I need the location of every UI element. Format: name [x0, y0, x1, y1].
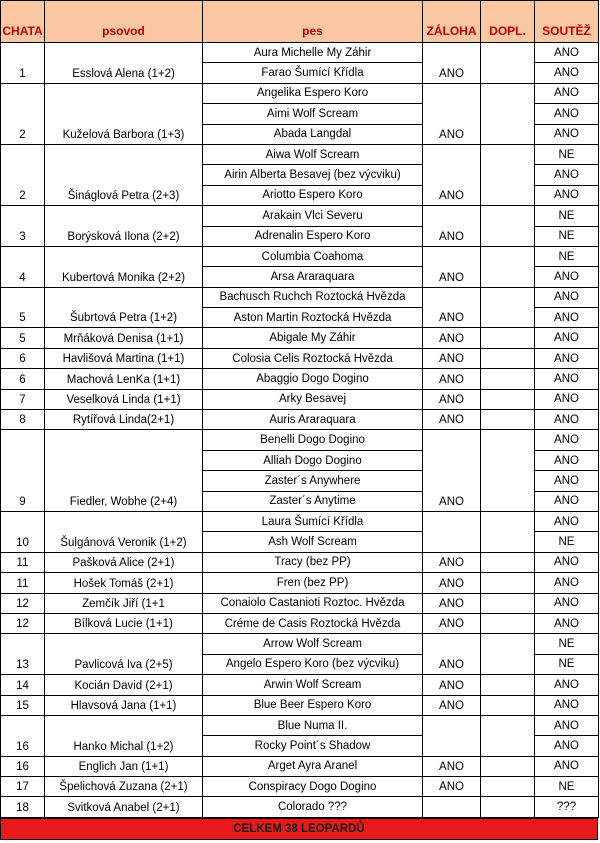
- cell-zaloha: ANO: [423, 675, 481, 695]
- cell-dopl: [481, 430, 535, 512]
- cell-dopl: [481, 328, 535, 348]
- table-row: [1, 695, 599, 715]
- cell-zaloha: ANO: [423, 593, 481, 613]
- cell-dopl: [481, 410, 535, 430]
- cell-chata: 6: [1, 369, 45, 389]
- cell-zaloha: ANO: [423, 144, 481, 205]
- cell-zaloha: ANO: [423, 43, 481, 84]
- cell-psovod: Englich Jan (1+1): [45, 756, 203, 776]
- cell-psovod: Esslová Alena (1+2): [45, 43, 203, 84]
- cell-dopl: [481, 144, 535, 205]
- header-row: [1, 1, 599, 43]
- cell-pes: Airin Alberta Besavej (bez výcviku): [203, 165, 423, 185]
- table-row: [1, 328, 599, 348]
- cell-zaloha: ANO: [423, 389, 481, 409]
- cell-dopl: [481, 613, 535, 633]
- table-row: [1, 369, 599, 389]
- cell-soutez: ANO: [535, 389, 599, 409]
- cell-soutez: ANO: [535, 308, 599, 328]
- cell-pes: Colorado ???: [203, 797, 423, 817]
- cell-psovod: Hlavsová Jana (1+1): [45, 695, 203, 715]
- cell-psovod: Kuželová Barbora (1+3): [45, 83, 203, 144]
- cell-soutez: ANO: [535, 124, 599, 144]
- cell-soutez: ANO: [535, 348, 599, 368]
- col-header-psovod: psovod: [45, 1, 203, 43]
- cell-chata: 3: [1, 206, 45, 247]
- table-row: [1, 389, 599, 409]
- cell-dopl: [481, 797, 535, 817]
- cell-psovod: Hošek Tomáš (2+1): [45, 573, 203, 593]
- cell-soutez: ANO: [535, 450, 599, 470]
- cell-zaloha: ANO: [423, 410, 481, 430]
- cell-soutez: ANO: [535, 756, 599, 776]
- cell-chata: 2: [1, 83, 45, 144]
- cell-zaloha: ANO: [423, 552, 481, 572]
- cell-pes: Columbia Coahoma: [203, 246, 423, 266]
- cell-zaloha: ANO: [423, 613, 481, 633]
- cell-chata: 11: [1, 573, 45, 593]
- cell-soutez: ANO: [535, 511, 599, 531]
- cell-psovod: Rytířová Linda(2+1): [45, 410, 203, 430]
- cell-chata: 17: [1, 777, 45, 797]
- cell-pes: Conaiolo Castanioti Roztoc. Hvězda: [203, 593, 423, 613]
- cell-soutez: ANO: [535, 83, 599, 103]
- cell-dopl: [481, 369, 535, 389]
- cell-soutez: ANO: [535, 736, 599, 756]
- cell-psovod: Šubrtová Petra (1+2): [45, 287, 203, 328]
- cell-zaloha: ANO: [423, 246, 481, 287]
- cell-zaloha: ANO: [423, 287, 481, 328]
- cell-psovod: Pavlicová Iva (2+5): [45, 634, 203, 675]
- cell-pes: Abigale My Záhir: [203, 328, 423, 348]
- col-header-pes: pes: [203, 1, 423, 43]
- cell-soutez: NE: [535, 226, 599, 246]
- cell-psovod: Svitková Anabel (2+1): [45, 797, 203, 817]
- cell-zaloha: ANO: [423, 430, 481, 512]
- cell-pes: Aura Michelle My Záhir: [203, 43, 423, 63]
- cell-chata: 16: [1, 756, 45, 776]
- cell-soutez: ???: [535, 797, 599, 817]
- cell-soutez: NE: [535, 144, 599, 164]
- cell-psovod: Havlišová Martina (1+1): [45, 348, 203, 368]
- cell-dopl: [481, 389, 535, 409]
- cell-soutez: NE: [535, 654, 599, 674]
- cell-soutez: ANO: [535, 63, 599, 83]
- cell-soutez: ANO: [535, 593, 599, 613]
- cell-chata: 5: [1, 328, 45, 348]
- table-row: [1, 634, 599, 654]
- cell-soutez: ANO: [535, 43, 599, 63]
- table-row: [1, 552, 599, 572]
- col-header-chata: CHATA: [1, 1, 45, 43]
- cell-zaloha: ANO: [423, 573, 481, 593]
- cell-chata: 9: [1, 430, 45, 512]
- cell-soutez: ANO: [535, 410, 599, 430]
- table-row: [1, 144, 599, 164]
- cell-chata: 15: [1, 695, 45, 715]
- cell-pes: Aimi Wolf Scream: [203, 104, 423, 124]
- cell-pes: Angelo Espero Koro (bez výcviku): [203, 654, 423, 674]
- cell-pes: Tracy (bez PP): [203, 552, 423, 572]
- cell-pes: Alliah Dogo Dogino: [203, 450, 423, 470]
- cell-soutez: NE: [535, 777, 599, 797]
- cell-psovod: Mrňáková Denisa (1+1): [45, 328, 203, 348]
- table-row: [1, 430, 599, 450]
- cell-pes: Laura Šumící Křídla: [203, 511, 423, 531]
- table-row: [1, 777, 599, 797]
- table-row: [1, 43, 599, 63]
- cell-soutez: ANO: [535, 165, 599, 185]
- cell-pes: Arwin Wolf Scream: [203, 675, 423, 695]
- col-header-zaloha: ZÁLOHA: [423, 1, 481, 43]
- cell-pes: Fren (bez PP): [203, 573, 423, 593]
- cell-zaloha: ANO: [423, 83, 481, 144]
- cell-zaloha: ANO: [423, 777, 481, 797]
- cell-psovod: Kocián David (2+1): [45, 675, 203, 695]
- cell-psovod: Zemčík Jiří (1+1: [45, 593, 203, 613]
- cell-zaloha: [423, 715, 481, 756]
- cell-dopl: [481, 287, 535, 328]
- table-row: [1, 756, 599, 776]
- cell-psovod: Šulgánová Veronik (1+2): [45, 511, 203, 552]
- cell-pes: Blue Numa II.: [203, 715, 423, 735]
- cell-soutez: ANO: [535, 715, 599, 735]
- cell-soutez: ANO: [535, 328, 599, 348]
- total-banner: [0, 818, 598, 840]
- cell-zaloha: ANO: [423, 206, 481, 247]
- cell-psovod: Špelichová Zuzana (2+1): [45, 777, 203, 797]
- cell-dopl: [481, 675, 535, 695]
- cell-soutez: ANO: [535, 185, 599, 205]
- cell-dopl: [481, 715, 535, 756]
- cell-soutez: ANO: [535, 491, 599, 511]
- cell-psovod: Šináglová Petra (2+3): [45, 144, 203, 205]
- cell-chata: 2: [1, 144, 45, 205]
- cell-pes: Arky Besavej: [203, 389, 423, 409]
- table-row: [1, 246, 599, 266]
- cell-pes: Blue Beer Espero Koro: [203, 695, 423, 715]
- cell-dopl: [481, 777, 535, 797]
- cell-chata: 6: [1, 348, 45, 368]
- cell-chata: 18: [1, 797, 45, 817]
- cell-chata: 12: [1, 613, 45, 633]
- cell-zaloha: ANO: [423, 695, 481, 715]
- cell-pes: Farao Šumící Křídla: [203, 63, 423, 83]
- cell-dopl: [481, 695, 535, 715]
- cell-soutez: NE: [535, 206, 599, 226]
- table-row: [1, 613, 599, 633]
- cell-psovod: Fiedler, Wobhe (2+4): [45, 430, 203, 512]
- cell-psovod: Borýsková Ilona (2+2): [45, 206, 203, 247]
- cell-pes: Angelika Espero Koro: [203, 83, 423, 103]
- table-row: [1, 715, 599, 735]
- cell-chata: 7: [1, 389, 45, 409]
- cell-dopl: [481, 756, 535, 776]
- cell-pes: Arrow Wolf Scream: [203, 634, 423, 654]
- cell-psovod: Kubertová Monika (2+2): [45, 246, 203, 287]
- cell-chata: 10: [1, 511, 45, 552]
- cell-soutez: NE: [535, 246, 599, 266]
- cell-dopl: [481, 83, 535, 144]
- cell-psovod: Pašková Alice (2+1): [45, 552, 203, 572]
- cell-soutez: ANO: [535, 267, 599, 287]
- cell-pes: Adrenalin Espero Koro: [203, 226, 423, 246]
- cell-dopl: [481, 573, 535, 593]
- cell-dopl: [481, 43, 535, 84]
- cell-pes: Bachusch Ruchch Roztocká Hvězda: [203, 287, 423, 307]
- cell-dopl: [481, 593, 535, 613]
- total-label: CELKEM 38 LEOPARDŮ: [233, 823, 365, 835]
- cell-zaloha: [423, 511, 481, 552]
- cell-pes: Créme de Casis Roztocká Hvězda: [203, 613, 423, 633]
- cell-chata: 11: [1, 552, 45, 572]
- cell-pes: Colosia Celis Roztocká Hvězda: [203, 348, 423, 368]
- cell-soutez: ANO: [535, 430, 599, 450]
- cell-zaloha: ANO: [423, 328, 481, 348]
- table-row: [1, 511, 599, 531]
- table-row: [1, 797, 599, 817]
- cell-pes: Abaggio Dogo Dogino: [203, 369, 423, 389]
- cell-chata: 5: [1, 287, 45, 328]
- table-row: [1, 410, 599, 430]
- cell-zaloha: ANO: [423, 634, 481, 675]
- cell-dopl: [481, 206, 535, 247]
- cell-soutez: ANO: [535, 552, 599, 572]
- cell-dopl: [481, 634, 535, 675]
- cell-soutez: ANO: [535, 695, 599, 715]
- cell-soutez: NE: [535, 532, 599, 552]
- cell-soutez: ANO: [535, 471, 599, 491]
- cell-pes: Arget Ayra Aranel: [203, 756, 423, 776]
- cell-zaloha: ANO: [423, 369, 481, 389]
- cell-pes: Ash Wolf Scream: [203, 532, 423, 552]
- cell-dopl: [481, 348, 535, 368]
- cell-soutez: ANO: [535, 675, 599, 695]
- cell-chata: 4: [1, 246, 45, 287]
- cell-soutez: NE: [535, 634, 599, 654]
- cell-pes: Arakain Vlci Severu: [203, 206, 423, 226]
- cell-pes: Auris Araraquara: [203, 410, 423, 430]
- table-body: [1, 43, 599, 818]
- cell-pes: Aiwa Wolf Scream: [203, 144, 423, 164]
- cell-psovod: Hanko Michal (1+2): [45, 715, 203, 756]
- cell-soutez: ANO: [535, 613, 599, 633]
- cell-chata: 1: [1, 43, 45, 84]
- cell-zaloha: [423, 797, 481, 817]
- cell-pes: Zaster´s Anywhere: [203, 471, 423, 491]
- cell-psovod: Veselková Linda (1+1): [45, 389, 203, 409]
- cell-chata: 12: [1, 593, 45, 613]
- cell-pes: Aston Martin Roztocká Hvězda: [203, 308, 423, 328]
- cell-chata: 8: [1, 410, 45, 430]
- cell-chata: 13: [1, 634, 45, 675]
- cell-psovod: Machová LenKa (1+1): [45, 369, 203, 389]
- cell-soutez: ANO: [535, 573, 599, 593]
- cell-zaloha: ANO: [423, 756, 481, 776]
- cell-pes: Conspiracy Dogo Dogino: [203, 777, 423, 797]
- cell-soutez: ANO: [535, 369, 599, 389]
- cell-soutez: ANO: [535, 104, 599, 124]
- cell-pes: Ariotto Espero Koro: [203, 185, 423, 205]
- table-row: [1, 287, 599, 307]
- cell-pes: Arsa Araraquara: [203, 267, 423, 287]
- table-row: [1, 675, 599, 695]
- cell-dopl: [481, 246, 535, 287]
- cell-pes: Zaster´s Anytime: [203, 491, 423, 511]
- cell-zaloha: ANO: [423, 348, 481, 368]
- table-row: [1, 573, 599, 593]
- table-row: [1, 206, 599, 226]
- cell-soutez: ANO: [535, 287, 599, 307]
- cell-pes: Rocky Point´s Shadow: [203, 736, 423, 756]
- cell-psovod: Bílková Lucie (1+1): [45, 613, 203, 633]
- table-row: [1, 348, 599, 368]
- table-row: [1, 83, 599, 103]
- cell-chata: 16: [1, 715, 45, 756]
- cell-pes: Abada Langdal: [203, 124, 423, 144]
- cell-dopl: [481, 511, 535, 552]
- cell-dopl: [481, 552, 535, 572]
- cell-pes: Benelli Dogo Dogino: [203, 430, 423, 450]
- table-row: [1, 593, 599, 613]
- cell-chata: 14: [1, 675, 45, 695]
- col-header-soutez: SOUTĚŽ: [535, 1, 599, 43]
- col-header-dopl: DOPL.: [481, 1, 535, 43]
